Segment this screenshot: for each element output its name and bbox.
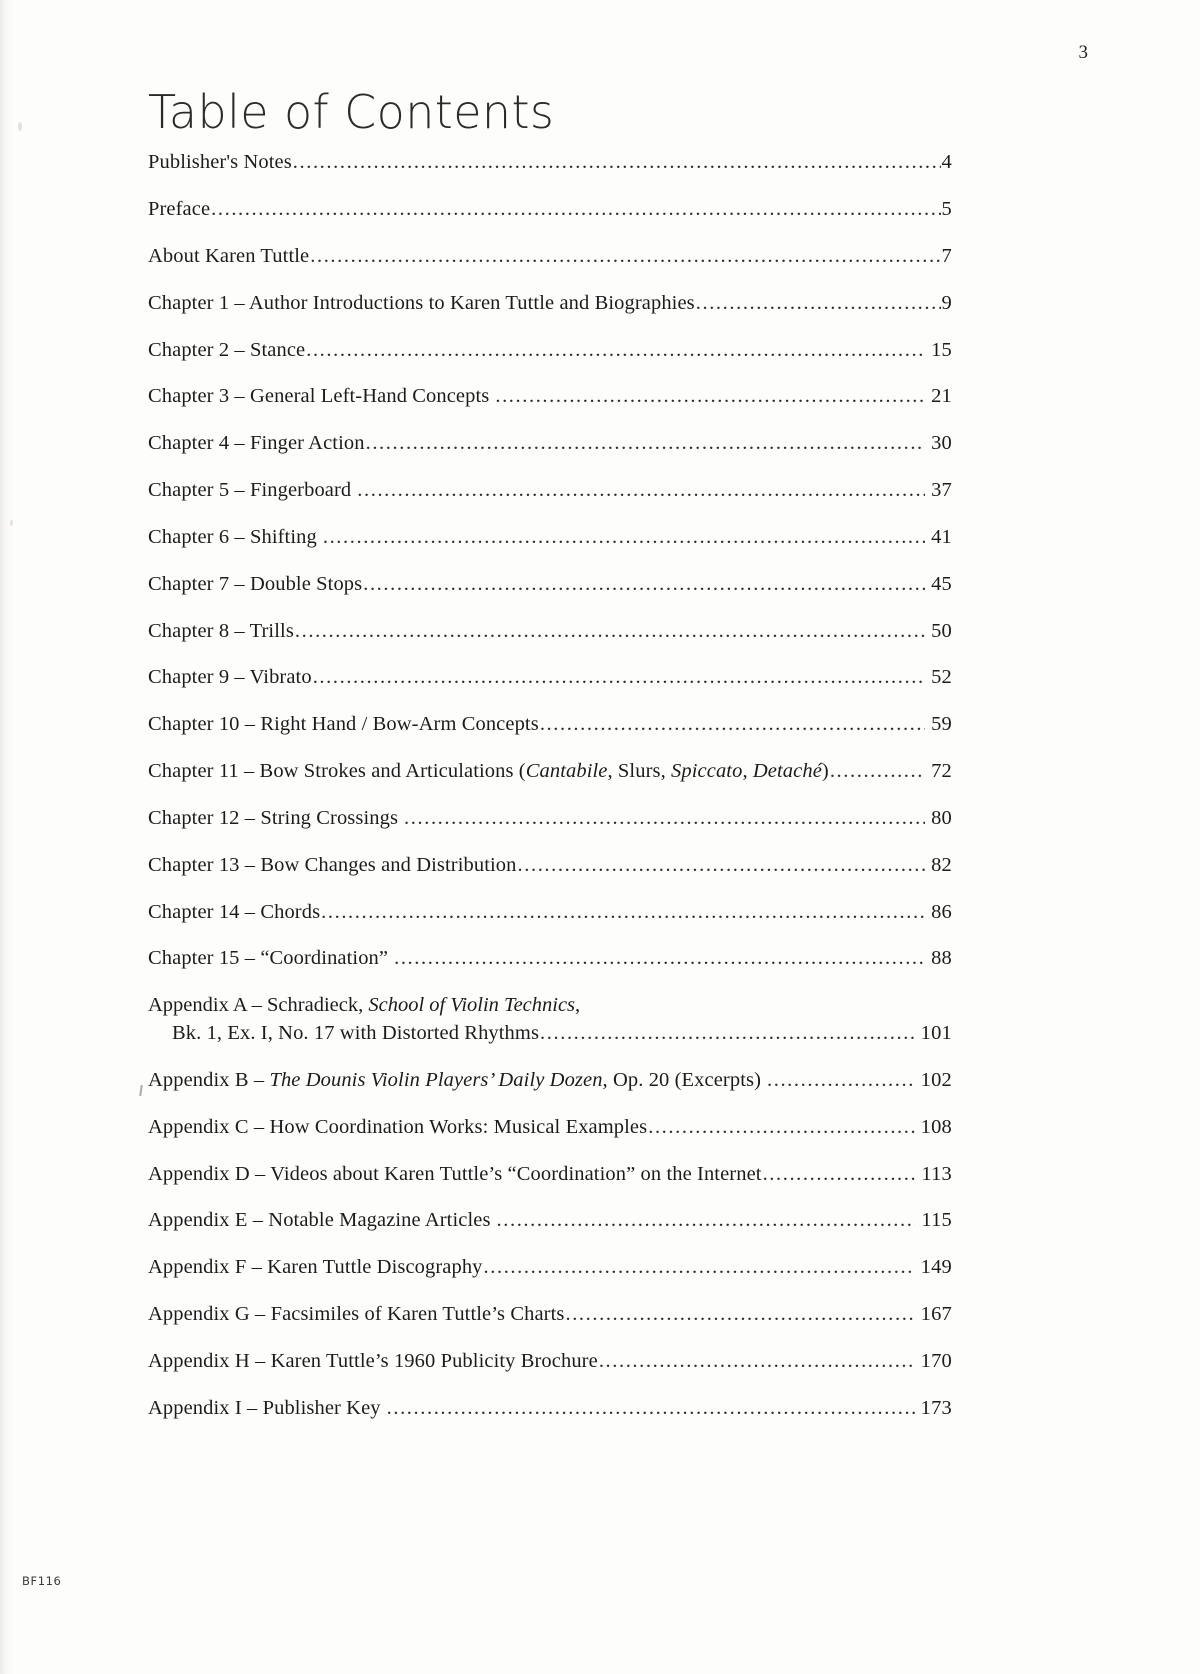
toc-entry[interactable]: [148, 291, 952, 317]
toc-entry-page: 9: [941, 291, 952, 314]
toc-entry-label: Appendix H – Karen Tuttle’s 1960 Publicity Brochure: [148, 1349, 598, 1372]
toc-entry-label: Publisher's Notes: [148, 151, 292, 174]
italic-term-spiccato: Spiccato: [671, 760, 743, 783]
toc-leader-dots: [306, 340, 925, 361]
toc-entry[interactable]: [148, 759, 952, 785]
toc-entry-label: Appendix D – Videos about Karen Tuttle’s “Coordination” on the Internet: [148, 1162, 762, 1185]
toc-entry[interactable]: [148, 150, 952, 176]
toc-entry[interactable]: [148, 993, 952, 1047]
toc-entry-label: Chapter 10 – Right Hand / Bow-Arm Concepts: [148, 713, 539, 736]
toc-entry-label: Chapter 12 – String Crossings: [148, 806, 399, 829]
toc-entry-label: Chapter 4 – Finger Action: [148, 432, 365, 455]
toc-entry-page: 170: [920, 1349, 952, 1372]
toc-entry[interactable]: [148, 1302, 952, 1328]
toc-entry[interactable]: [148, 806, 952, 832]
toc-entry-page: 52: [931, 666, 952, 689]
toc-leader-dots: [648, 1117, 914, 1138]
toc-leader-dots: [404, 808, 925, 829]
toc-leader-dots: [599, 1351, 915, 1372]
toc-leader-dots: [696, 293, 941, 314]
toc-entry[interactable]: [148, 946, 952, 972]
toc-leader-dots: [497, 1210, 916, 1231]
toc-leader-dots: [484, 1257, 915, 1278]
toc-entry-label: Chapter 5 – Fingerboard: [148, 479, 352, 502]
toc-entry-label: Appendix B – The Dounis Violin Players’ Daily Dozen, Op. 20 (Excerpts): [148, 1068, 761, 1091]
toc-entry[interactable]: [148, 1255, 952, 1281]
italic-term-detache: Detaché: [752, 760, 822, 783]
toc-entry-label: Appendix C – How Coordination Works: Musical Examples: [148, 1115, 648, 1138]
toc-list: [148, 150, 952, 1421]
toc-leader-dots: [323, 527, 925, 548]
toc-entry-label: Chapter 13 – Bow Changes and Distribution: [148, 853, 517, 876]
scan-left-edge-shadow: [0, 0, 14, 1674]
toc-entry-page: 101: [920, 1022, 952, 1045]
toc-leader-dots: [310, 246, 940, 267]
toc-leader-dots: [540, 1023, 915, 1044]
toc-entry-label: Appendix G – Facsimiles of Karen Tuttle’s Charts: [148, 1303, 565, 1325]
toc-entry-page: 108: [920, 1115, 952, 1138]
toc-entry-page: 37: [931, 479, 952, 502]
toc-entry[interactable]: [148, 197, 952, 223]
toc-leader-dots: [321, 902, 925, 923]
toc-leader-dots: [366, 433, 926, 454]
page-title: Table of Contents: [148, 85, 555, 139]
page-folio-number: 3: [1078, 42, 1088, 63]
toc-entry[interactable]: [148, 338, 952, 364]
toc-leader-dots: [363, 574, 925, 595]
toc-entry[interactable]: [148, 1208, 952, 1234]
toc-leader-dots: [763, 1164, 916, 1185]
toc-entry-page: 86: [931, 900, 952, 923]
toc-entry-page: 173: [920, 1396, 952, 1419]
toc-leader-dots: [540, 714, 925, 735]
toc-entry[interactable]: [148, 384, 952, 410]
toc-entry-page: 80: [931, 806, 952, 829]
italic-term-cantabile: Cantabile: [525, 760, 608, 783]
toc-entry-page: 50: [931, 619, 952, 642]
toc-leader-dots: [357, 480, 925, 501]
toc-entry-page: 7: [941, 244, 952, 267]
toc-entry[interactable]: [148, 244, 952, 270]
toc-entry-label-line1: Appendix A – Schradieck, School of Violin Technics,: [148, 994, 581, 1017]
toc-entry-label: Chapter 9 – Vibrato: [148, 666, 312, 689]
toc-entry-page: 41: [931, 525, 952, 548]
toc-leader-dots: [387, 1398, 915, 1419]
toc-entry-page: 4: [941, 151, 952, 174]
toc-entry[interactable]: [148, 1115, 952, 1141]
toc-entry-label: Chapter 15 – “Coordination”: [148, 947, 389, 970]
toc-entry[interactable]: [148, 1162, 952, 1188]
toc-entry-page: 45: [931, 572, 952, 595]
toc-entry-label: About Karen Tuttle: [148, 244, 310, 267]
toc-entry-page: 72: [931, 760, 952, 783]
toc-entry[interactable]: [148, 619, 952, 645]
toc-entry-label: Chapter 11 – Bow Strokes and Articulations (Cantabile, Slurs, Spiccato, Detaché): [148, 760, 829, 783]
toc-entry-label: Chapter 3 – General Left-Hand Concepts: [148, 385, 490, 408]
toc-entry-label: Preface: [148, 198, 211, 221]
toc-entry-page: 88: [931, 947, 952, 970]
toc-entry-label: Chapter 7 – Double Stops: [148, 572, 363, 595]
toc-entry-page: 102: [920, 1068, 952, 1091]
toc-entry-page: 59: [931, 713, 952, 736]
scan-speck: [10, 520, 13, 526]
toc-entry-page: 115: [921, 1209, 952, 1232]
toc-leader-dots: [565, 1304, 914, 1325]
toc-entry-label: Appendix F – Karen Tuttle Discography: [148, 1256, 483, 1279]
toc-entry-label: Chapter 1 – Author Introductions to Karen Tuttle and Biographies: [148, 291, 695, 314]
toc-entry[interactable]: [148, 1396, 952, 1422]
toc-entry[interactable]: [148, 1068, 952, 1094]
publisher-code: BF116: [22, 1574, 62, 1588]
toc-entry[interactable]: [148, 1349, 952, 1375]
toc-entry-label: Chapter 8 – Trills: [148, 619, 294, 642]
toc-entry[interactable]: [148, 525, 952, 551]
toc-leader-dots: [830, 761, 925, 782]
toc-leader-dots: [767, 1070, 915, 1091]
italic-title-school-of-violin-technics: School of Violin Technics: [368, 994, 576, 1017]
toc-entry-page: 113: [921, 1162, 952, 1185]
italic-title-dounis-daily-dozen: The Dounis Violin Players’ Daily Dozen: [269, 1068, 603, 1091]
toc-entry-label: Chapter 6 – Shifting: [148, 525, 317, 548]
toc-leader-dots: [518, 855, 926, 876]
toc-leader-dots: [394, 948, 925, 969]
toc-entry[interactable]: [148, 853, 952, 879]
toc-entry-label: Chapter 2 – Stance: [148, 338, 306, 361]
toc-entry-page: 30: [931, 432, 952, 455]
toc-entry-label: Chapter 14 – Chords: [148, 900, 321, 923]
scan-speck: [18, 122, 22, 131]
toc-leader-dots: [293, 152, 941, 173]
toc-entry-page: 15: [931, 338, 952, 361]
toc-entry[interactable]: [148, 572, 952, 598]
toc-content: [148, 85, 952, 1442]
toc-entry-label-line2: Bk. 1, Ex. I, No. 17 with Distorted Rhythms: [172, 1022, 540, 1045]
toc-entry[interactable]: [148, 478, 952, 504]
toc-leader-dots: [295, 621, 925, 642]
toc-entry-page: 5: [941, 198, 952, 221]
toc-entry-label: Appendix I – Publisher Key: [148, 1396, 381, 1419]
toc-entry[interactable]: [148, 712, 952, 738]
toc-entry-label: Appendix E – Notable Magazine Articles: [148, 1209, 491, 1232]
toc-leader-dots: [313, 667, 925, 688]
toc-leader-dots: [495, 386, 925, 407]
toc-entry[interactable]: [148, 900, 952, 926]
toc-entry-page: 21: [931, 385, 952, 408]
toc-entry[interactable]: [148, 665, 952, 691]
toc-leader-dots: [211, 199, 940, 220]
toc-entry-page: 167: [920, 1303, 952, 1325]
toc-entry-page: 149: [920, 1256, 952, 1279]
toc-entry[interactable]: [148, 431, 952, 457]
toc-entry-page: 82: [931, 853, 952, 876]
